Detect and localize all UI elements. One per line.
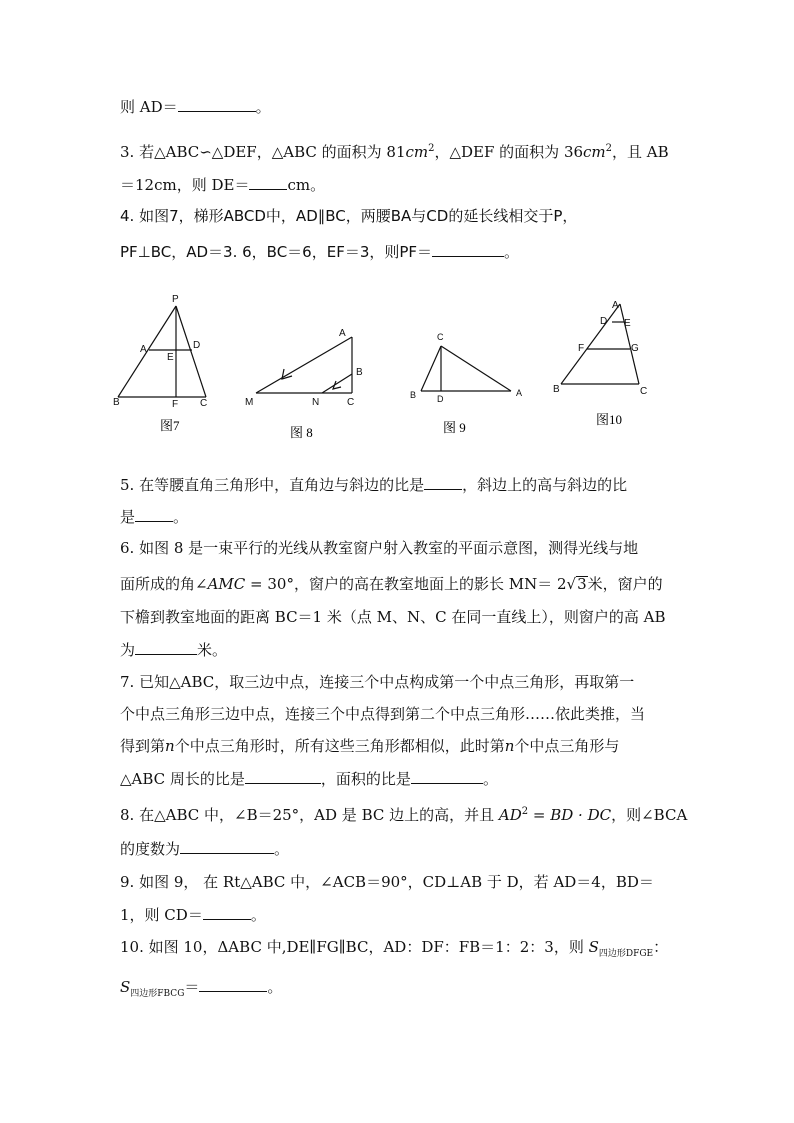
text: 1，则 CD＝: [120, 906, 203, 924]
text: ，且 AB: [612, 143, 669, 161]
fig7-label-b: B: [113, 397, 120, 408]
question-6-line-4: [120, 639, 227, 660]
line-ma: [256, 337, 352, 393]
fig7-label-f: F: [172, 399, 179, 410]
text: 。: [274, 840, 290, 858]
text: 个中点三角形时，所有这些三角形都相似，此时第: [174, 737, 505, 755]
fig9-label-d: D: [437, 394, 444, 404]
figure-8: [256, 337, 352, 393]
text: ：: [653, 938, 669, 956]
fig7-label-d: D: [193, 340, 201, 351]
unit-cm: cm: [405, 143, 429, 161]
fig10-label-c: C: [640, 386, 648, 397]
text: 得到第: [120, 737, 166, 755]
answer-blank[interactable]: [180, 838, 274, 854]
text: 5. 在等腰直角三角形中，直角边与斜边的比是: [120, 476, 425, 494]
text: 8. 在△ABC 中，∠B＝25°，AD 是 BC 边上的高，并且: [120, 806, 499, 824]
text: 。: [482, 770, 498, 788]
answer-blank[interactable]: [199, 976, 267, 992]
sqrt-radicand: 3: [577, 575, 587, 593]
fig10-caption: 图10: [596, 412, 623, 427]
question-8-line-2: [120, 838, 289, 859]
fig9-caption: 图 9: [443, 420, 466, 435]
question-8-line-1: [120, 802, 687, 825]
text: 下檐到教室地面的距离 BC＝1 米（点 M、N、C 在同一直线上），则窗户的高 AB: [120, 608, 666, 626]
question-7-line-2: [120, 704, 645, 724]
answer-blank[interactable]: [135, 506, 173, 522]
exponent: 2: [521, 806, 529, 817]
fig8-label-n: N: [312, 397, 320, 408]
text: 个中点三角形三边中点，连接三个中点得到第二个中点三角形……依此类推，当: [120, 705, 646, 723]
line-bc: [421, 346, 441, 391]
text: 。: [504, 243, 520, 261]
fig10-label-e: E: [624, 318, 631, 329]
fig9-label-b: B: [410, 390, 417, 400]
text: 。: [173, 508, 189, 526]
fig10-label-b: B: [553, 384, 560, 395]
answer-blank[interactable]: [424, 474, 462, 490]
question-6-line-1: [120, 538, 638, 558]
text: = 30°: [245, 575, 294, 593]
fig8-label-b: B: [356, 367, 363, 378]
question-10-line-1: [120, 937, 668, 964]
answer-blank[interactable]: [245, 768, 321, 784]
text: 为: [120, 641, 136, 659]
figure-9: [421, 346, 511, 391]
text: 10. 如图 10，ΔABC 中,DE∥FG∥BC，AD：DF：FB＝1：2：3，则: [120, 938, 589, 956]
line-ca: [441, 346, 511, 391]
text: 。: [267, 978, 283, 996]
fig7-label-a: A: [140, 344, 147, 355]
figure-7: [118, 306, 206, 397]
text: 。: [250, 906, 266, 924]
unit-cm: cm: [583, 143, 606, 161]
question-5-line-1: [120, 474, 627, 495]
text: △ABC 周长的比是: [120, 770, 245, 788]
fig9-label-a: A: [516, 388, 523, 398]
math-s: S: [120, 978, 131, 996]
fig7-label-c: C: [200, 398, 208, 409]
question-5-line-2: [120, 506, 188, 527]
question-6-line-2: 面所成的角∠AMC = 30°，窗户的高在教室地面上的影长 MN＝ 2√3米，窗户的: [120, 575, 663, 593]
text: 个中点三角形与: [514, 737, 620, 755]
text: ，则∠BCA: [611, 806, 688, 824]
text: ，△DEF 的面积为 36: [434, 143, 584, 161]
text: 的度数为: [120, 840, 181, 858]
text: 米。: [197, 641, 228, 659]
fig8-label-a: A: [339, 328, 346, 339]
question-7-line-3: [120, 736, 619, 756]
text: 4. 如图7，梯形ABCD中，AD∥BC，两腰BA与CD的延长线相交于P，: [120, 207, 578, 225]
text: 7. 已知△ABC，取三边中点，连接三个中点构成第一个中点三角形，再取第一: [120, 673, 635, 691]
line-pc: [176, 306, 206, 397]
fig7-caption: 图7: [160, 418, 180, 433]
fig10-label-f: F: [578, 343, 585, 354]
text: 则 AD＝: [120, 98, 178, 116]
exponent: 2: [428, 143, 435, 154]
text: ，面积的比是: [320, 770, 411, 788]
question-7-line-4: [120, 768, 498, 789]
math-ad: AD: [498, 806, 522, 824]
math-equation: = BD · DC: [528, 806, 612, 824]
text: 9. 如图 9， 在 Rt△ABC 中，∠ACB＝90°，CD⊥AB 于 D，若 AD＝4，BD＝: [120, 873, 654, 891]
text: 。: [255, 98, 271, 116]
subscript: 四边形DFGE: [598, 949, 654, 959]
question-7-line-1: [120, 672, 634, 692]
text: 3. 若△ABC∽△DEF，△ABC 的面积为 81: [120, 143, 406, 161]
answer-blank[interactable]: [411, 768, 483, 784]
fig8-label-c: C: [347, 397, 355, 408]
text: cm。: [287, 176, 326, 194]
fig9-label-c: C: [437, 332, 444, 342]
text: 6. 如图 8 是一束平行的光线从教室窗户射入教室的平面示意图，测得光线与地: [120, 539, 639, 557]
figures-area: [0, 0, 794, 460]
fig7-label-p: P: [172, 294, 179, 305]
question-9-line-2: [120, 904, 266, 925]
question-6-line-3: [120, 607, 665, 627]
text: 米，窗户的: [587, 575, 663, 593]
text: ，斜边上的高与斜边的比: [462, 476, 628, 494]
fig7-label-e: E: [167, 352, 174, 363]
fig8-caption: 图 8: [290, 425, 313, 440]
question-10-line-2: [120, 976, 282, 1004]
fig10-label-a: A: [612, 300, 619, 311]
line-nb: [322, 374, 352, 393]
text: ，窗户的高在教室地面上的影长 MN＝ 2: [293, 575, 567, 593]
math-s: S: [588, 938, 599, 956]
question-9-line-1: [120, 872, 654, 892]
fig10-label-g: G: [631, 343, 639, 354]
subscript: 四边形FBCG: [130, 989, 185, 999]
variable-n: n: [504, 737, 515, 755]
text: 是: [120, 508, 136, 526]
fig10-label-d: D: [600, 316, 608, 327]
text: 面所成的角: [120, 575, 196, 593]
angle-amc: ∠AMC: [195, 575, 246, 593]
answer-blank[interactable]: [203, 904, 251, 920]
variable-n: n: [165, 737, 175, 755]
text: PF⊥BC，AD＝3. 6，BC＝6，EF＝3，则PF＝: [120, 243, 433, 261]
fig8-label-m: M: [245, 397, 254, 408]
answer-blank[interactable]: [135, 639, 197, 655]
exponent: 2: [605, 143, 613, 154]
text: ＝: [184, 978, 200, 996]
line-ab: [561, 304, 620, 384]
text: ＝12cm，则 DE＝: [120, 176, 250, 194]
